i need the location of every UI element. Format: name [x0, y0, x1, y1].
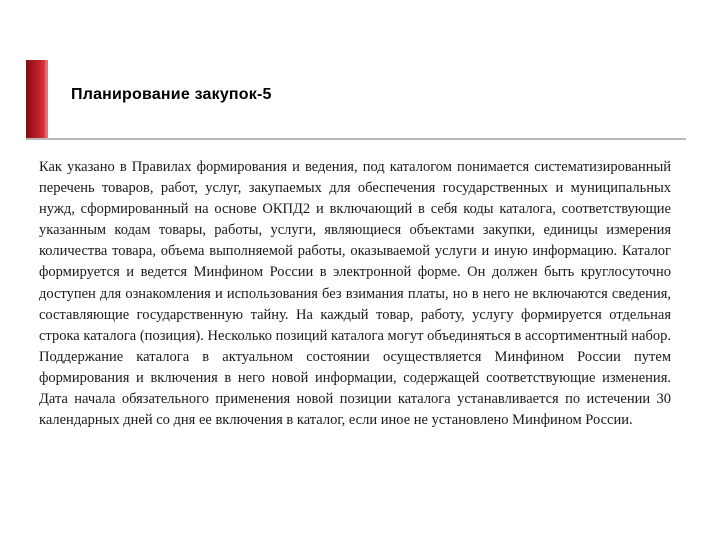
body-paragraph: Как указано в Правилах формирования и ведения, под каталогом понимается систематизированный перечень товаров, работ, услуг, закупаемых для обеспечения государственных и муниципальных нужд, сформированный на основе ОКПД2 и включающий в себя коды каталога, соответствующие указанным кодам товары, работы, услуги, являющиеся объектами закупки, единицы измерения количества товара, объема выполняемой работы, оказываемой услуги и иную информацию. Каталог формируется и ведется Минфином России в электронной форме. Он должен быть круглосуточно доступен для ознакомления и использования без взимания платы, но в него не включаются сведения, составляющие государственную тайну. На каждый товар, работу, услугу формируется отдельная строка каталога (позиция). Несколько позиций каталога могут объединяться в ассортиментный набор. Поддержание каталога в актуальном состоянии осуществляется Минфином России путем формирования и включения в него новой информации, содержащей соответствующие изменения. Дата начала обязательного применения новой позиции каталога устанавливается по истечении 30 календарных дней со дня ее включения в каталог, если иное не установлено Минфином России.	[39, 159, 671, 429]
accent-bar	[26, 60, 48, 138]
slide-title: Планирование закупок-5	[71, 86, 272, 103]
title-divider	[26, 138, 686, 140]
